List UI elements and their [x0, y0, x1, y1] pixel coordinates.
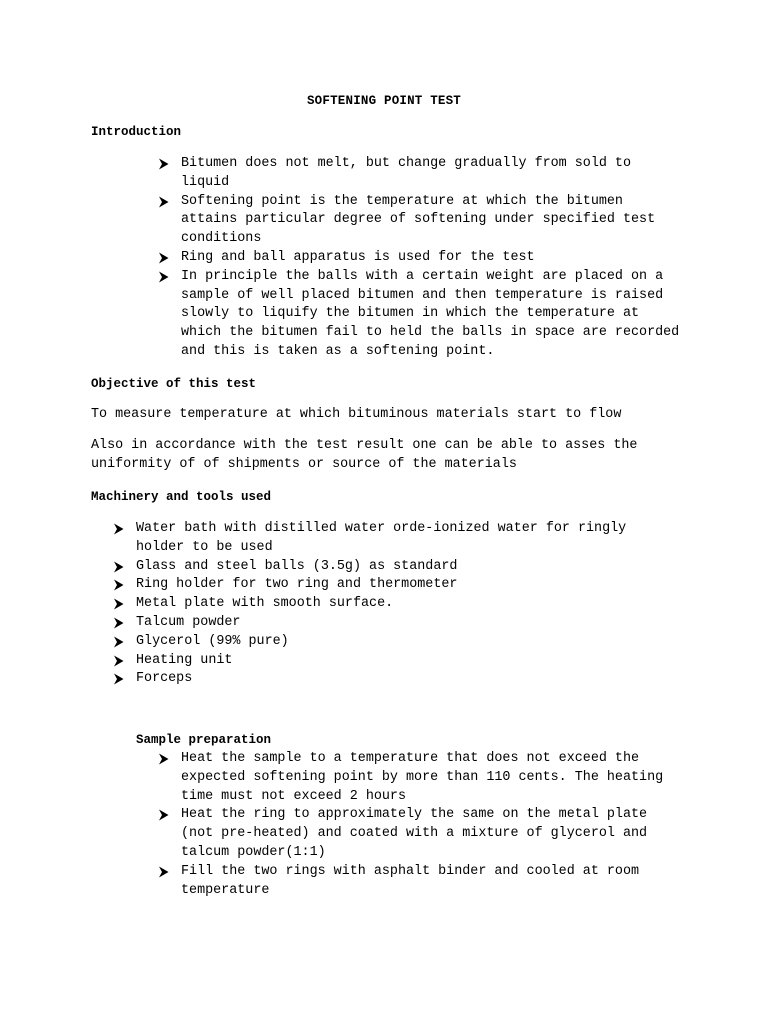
- arrow-bullet-icon: [113, 561, 124, 573]
- arrow-bullet-icon: [158, 252, 169, 264]
- bullet-text: Softening point is the temperature at which the bitumen attains particular degree of softening under specified test conditions: [181, 193, 656, 247]
- list-item: [136, 558, 681, 577]
- objective-paragraph: Also in accordance with the test result one can be able to asses the uniformity of of shipments or source of the materials: [91, 438, 638, 472]
- list-item: [181, 193, 681, 249]
- list-item: [136, 520, 681, 558]
- arrow-bullet-icon: [113, 579, 124, 591]
- list-item: [136, 576, 681, 595]
- introduction-list: [181, 155, 681, 362]
- bullet-text: Ring and ball apparatus is used for the test: [181, 249, 535, 265]
- list-item: [181, 863, 681, 901]
- list-item: [181, 268, 681, 362]
- list-item: [181, 155, 681, 193]
- objective-heading: Objective of this test: [91, 377, 257, 391]
- list-item: [136, 670, 681, 689]
- arrow-bullet-icon: [113, 655, 124, 667]
- bullet-text: Heat the ring to approximately the same on the metal plate (not pre-heated) and coated with a mixture of glycerol and talcum powder(1:1): [181, 807, 648, 860]
- arrow-bullet-icon: [158, 158, 169, 170]
- bullet-text: Heating unit: [136, 652, 233, 668]
- arrow-bullet-icon: [113, 598, 124, 610]
- list-item: [136, 614, 681, 633]
- arrow-bullet-icon: [113, 617, 124, 629]
- arrow-bullet-icon: [158, 753, 169, 765]
- arrow-bullet-icon: [113, 673, 124, 685]
- objective-paragraph: To measure temperature at which bituminous materials start to flow: [91, 407, 622, 422]
- machinery-list: [136, 520, 681, 689]
- bullet-text: Metal plate with smooth surface.: [136, 596, 394, 612]
- arrow-bullet-icon: [158, 866, 169, 878]
- sample-preparation-heading: Sample preparation: [136, 733, 272, 747]
- arrow-bullet-icon: [158, 809, 169, 821]
- bullet-text: Forceps: [136, 671, 193, 687]
- arrow-bullet-icon: [158, 271, 169, 283]
- list-item: [136, 652, 681, 671]
- list-item: [136, 595, 681, 614]
- arrow-bullet-icon: [113, 523, 124, 535]
- list-item: [181, 750, 681, 806]
- bullet-text: In principle the balls with a certain weight are placed on a sample of well placed bitumen and then temperature is raised slowly to liquify the bitumen in which the temperature at which the bitumen fail to held the balls in space are recorded and this is taken as a softening point.: [181, 268, 680, 359]
- bullet-text: Fill the two rings with asphalt binder and cooled at room temperature: [181, 863, 640, 898]
- list-item: [136, 633, 681, 652]
- bullet-text: Talcum powder: [136, 614, 241, 630]
- list-item: [181, 249, 681, 268]
- document-title: SOFTENING POINT TEST: [306, 94, 462, 108]
- arrow-bullet-icon: [158, 196, 169, 208]
- sample-preparation-list: [181, 750, 681, 900]
- arrow-bullet-icon: [113, 636, 124, 648]
- bullet-text: Bitumen does not melt, but change gradually from sold to liquid: [181, 156, 631, 190]
- machinery-heading: Machinery and tools used: [91, 490, 272, 504]
- bullet-text: Glycerol (99% pure): [136, 633, 289, 649]
- bullet-text: Heat the sample to a temperature that does not exceed the expected softening point by more than 110 cents. The heating time must not exceed 2 hours: [181, 751, 664, 804]
- bullet-text: Water bath with distilled water orde-ionized water for ringly holder to be used: [136, 521, 627, 555]
- introduction-heading: Introduction: [91, 125, 182, 139]
- bullet-text: Ring holder for two ring and thermometer: [136, 577, 458, 593]
- bullet-text: Glass and steel balls (3.5g) as standard: [136, 558, 458, 574]
- list-item: [181, 806, 681, 862]
